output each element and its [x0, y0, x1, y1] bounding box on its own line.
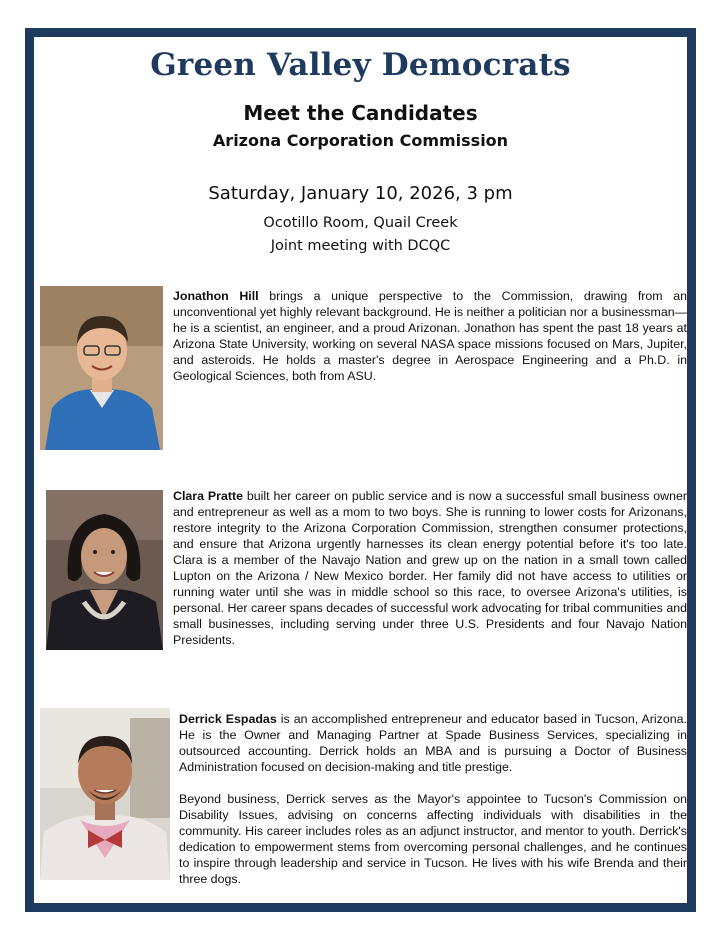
candidate-bio-text: brings a unique perspective to the Commission, drawing from an unconventional yet highly relevant background. He is neither a politician nor a businessman—he is a scientist, an engineer, and a proud Arizonan. Jonathon has spent the past 18 years at Arizona State University, working on several NASA space missions focused on Mars, Jupiter, and asteroids. He holds a master's degree in Aerospace Engineering and a Ph.D. in Geological Sciences, both from ASU.	[173, 289, 687, 383]
candidate-name: Derrick Espadas	[179, 712, 277, 726]
candidate-photo-clara-pratte	[46, 490, 163, 650]
candidate-photo-derrick-espadas	[40, 708, 170, 880]
candidate-bio-jonathon-hill	[173, 288, 687, 384]
candidate-bio-text-2: Beyond business, Derrick serves as the Mayor's appointee to Tucson's Commission on Disability Issues, advising on concerns affecting individuals with disabilities in the community. His career includes roles as an adjunct instructor, and mentor to youth. Derrick's dedication to empowerment stems from overcoming personal challenges, and he continues to inspire through leadership and service in Tucson. He lives with his wife Brenda and their three dogs.	[179, 792, 687, 886]
event-location: Ocotillo Room, Quail Creek	[263, 215, 458, 231]
candidate-name: Clara Pratte	[173, 489, 243, 503]
page-title: Meet the Candidates	[243, 101, 478, 125]
org-name: Green Valley Democrats	[150, 47, 571, 83]
candidate-name: Jonathon Hill	[173, 289, 259, 303]
candidate-photo-jonathon-hill	[40, 286, 163, 450]
page-subtitle: Arizona Corporation Commission	[212, 131, 509, 150]
candidate-bio-text: is an accomplished entrepreneur and educator based in Tucson, Arizona. He is the Owner and Managing Partner at Spade Business Services, specializing in outsourced accounting. Derrick holds an MBA and is pursuing a Doctor of Business Administration focused on decision-making and title prestige.	[179, 712, 687, 774]
candidate-bio-clara-pratte	[173, 488, 687, 648]
candidate-bio-text: built her career on public service and is now a successful small business owner and entrepreneur as well as a mom to two boys. She is running to lower costs for Arizonans, restore integrity to the Arizona Corporation Commission, strengthen consumer protections, and ensure that Arizona urgently harnesses its clean energy potential before it's too late. Clara is a member of the Navajo Nation and grew up on the nation in a small town called Lupton on the Arizona / New Mexico border. Her family did not have access to utilities or running water until she was in middle school so this race, to oversee Arizona's utilities, is personal. Her career spans decades of successful work advocating for tribal communities and small businesses, including serving under three U.S. Presidents and four Navajo Nation Presidents.	[173, 489, 688, 647]
event-date-time: Saturday, January 10, 2026, 3 pm	[208, 183, 513, 204]
event-note: Joint meeting with DCQC	[270, 238, 451, 254]
candidate-bio-derrick-espadas	[179, 711, 687, 887]
